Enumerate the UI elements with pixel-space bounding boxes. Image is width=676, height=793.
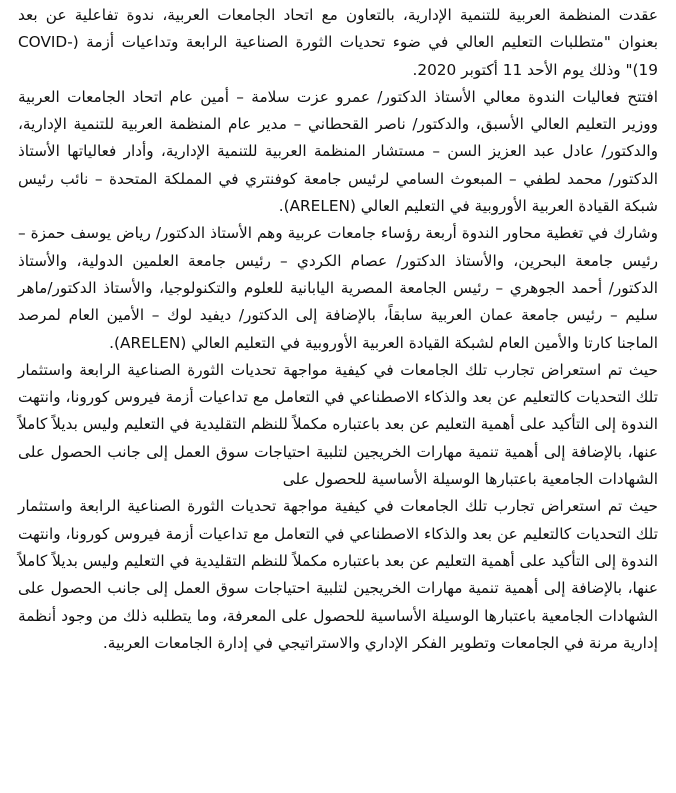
paragraph-participants: وشارك في تغطية محاور الندوة أربعة رؤساء جامعات عربية وهم الأستاذ الدكتور/ رياض يوسف حمزة – رئيس جامعة البحرين، والأستاذ الدكتور/ عصام الكردي – رئيس جامعة العلمين الدولية، والأستاذ الدكتور/ أحمد الجوهري – رئيس الجامعة المصرية اليابانية للعلوم والتكنولوجيا، والأستاذ الدكتور/ماهر سليم – رئيس جامعة عمان العربية سابقاً، بالإضافة إلى الدكتور/ ديفيد لوك – الأمين العام لمرصد الماجنا كارتا والأمين العام لشبكة القيادة العربية الأوروبية في التعليم العالي (ARELEN). bbox=[18, 224, 658, 352]
paragraph-discussion-summary: حيث تم استعراض تجارب تلك الجامعات في كيفية مواجهة تحديات الثورة الصناعية الرابعة واستثمار تلك التحديات كالتعليم عن بعد والذكاء الاصطناعي في التعامل مع تداعيات أزمة فيروس كورونا، وانتهت الندوة إلى التأكيد على أهمية التعليم عن بعد باعتباره مكملاً للنظم التقليدية في التعليم وليس بديلاً كاملاً عنها، بالإضافة إلى أهمية تنمية مهارات الخريجين لتلبية احتياجات سوق العمل إلى جانب الحصول على الشهادات الجامعية باعتبارها الوسيلة الأساسية للحصول على bbox=[18, 360, 658, 489]
article-body bbox=[18, 2, 658, 657]
paragraph-seminar-announcement: عقدت المنظمة العربية للتنمية الإدارية، بالتعاون مع اتحاد الجامعات العربية، ندوة تفاعلية عن بعد بعنوان "متطلبات التعليم العالي في ضوء تحديات الثورة الصناعية الرابعة وتداعيات أزمة (COVID-19)" وذلك يوم الأحد 11 أكتوبر 2020. bbox=[18, 6, 658, 79]
paragraph-discussion-conclusion: حيث تم استعراض تجارب تلك الجامعات في كيفية مواجهة تحديات الثورة الصناعية الرابعة واستثمار تلك التحديات كالتعليم عن بعد والذكاء الاصطناعي في التعامل مع تداعيات أزمة فيروس كورونا، وانتهت الندوة إلى التأكيد على أهمية التعليم عن بعد باعتباره مكملاً للنظم التقليدية في التعليم وليس بديلاً كاملاً عنها، بالإضافة إلى أهمية تنمية مهارات الخريجين لتلبية احتياجات سوق العمل إلى جانب الحصول على الشهادات الجامعية باعتبارها الوسيلة الأساسية للحصول على المعرفة، وما يتطلبه ذلك من وجود أنظمة إدارية مرنة في الجامعات وتطوير الفكر الإداري والاستراتيجي في إدارة الجامعات العربية. bbox=[18, 497, 658, 652]
paragraph-opening-speakers: افتتح فعاليات الندوة معالي الأستاذ الدكتور/ عمرو عزت سلامة – أمين عام اتحاد الجامعات العربية ووزير التعليم العالي الأسبق، والدكتور/ ناصر القحطاني – مدير عام المنظمة العربية للتنمية الإدارية، والدكتور/ عادل عبد العزيز السن – مستشار المنظمة العربية للتنمية الإدارية، وأدار فعالياتها الأستاذ الدكتور/ محمد لطفي – المبعوث السامي لرئيس جامعة كوفنتري في المملكة المتحدة – نائب رئيس شبكة القيادة العربية الأوروبية في التعليم العالي (ARELEN). bbox=[18, 87, 658, 216]
